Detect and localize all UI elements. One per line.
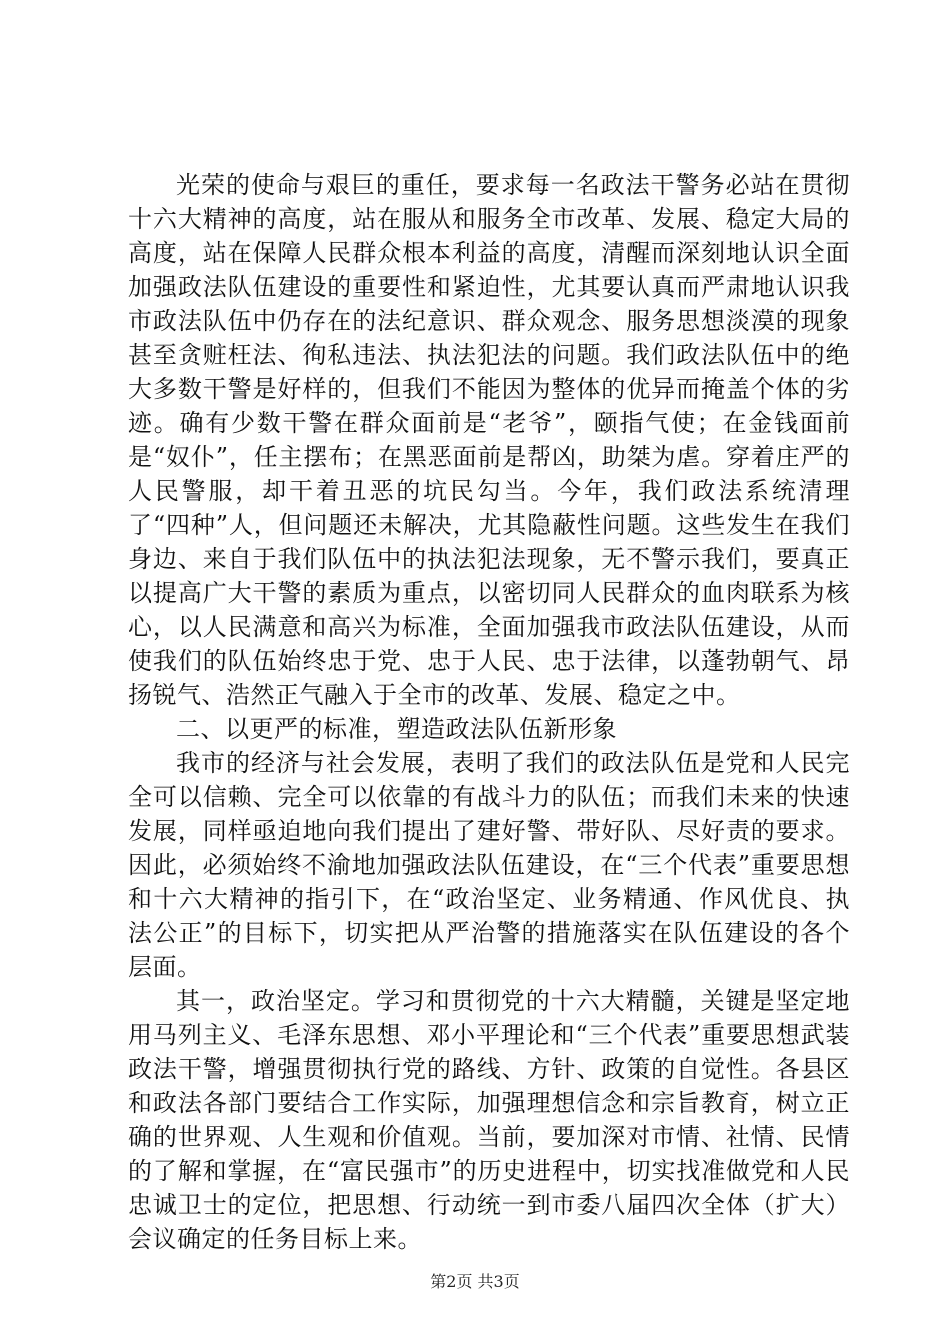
paragraph-political: 其一，政治坚定。学习和贯彻党的十六大精髓，关键是坚定地用马列主义、毛泽东思想、邓小平理论和“三个代表”重要思想武装政法干警，增强贯彻执行党的路线、方针、政策的自觉性。各县区和政法各部门要结合工作实际，加强理想信念和宗旨教育，树立正确的世界观、人生观和价值观。当前，要加深对市情、社情、民情的了解和掌握，在“富民强市”的历史进程中，切实找准做党和人民忠诚卫士的定位，把思想、行动统一到市委八届四次全体（扩大）会议确定的任务目标上来。 [128,987,850,1253]
page-number-footer: 第2页 共3页 [430,1272,520,1291]
paragraph-intro: 光荣的使命与艰巨的重任，要求每一名政法干警务必站在贯彻十六大精神的高度，站在服从和服务全市改革、发展、稳定大局的高度，站在保障人民群众根本利益的高度，清醒而深刻地认识全面加强政法队伍建设的重要性和紧迫性，尤其要认真而严肃地认识我市政法队伍中仍存在的法纪意识、群众观念、服务思想淡漠的现象甚至贪赃枉法、徇私违法、执法犯法的问题。我们政法队伍中的绝大多数干警是好样的，但我们不能因为整体的优异而掩盖个体的劣迹。确有少数干警在群众面前是“老爷”，颐指气使；在金钱面前是“奴仆”，任主摆布；在黑恶面前是帮凶，助桀为虐。穿着庄严的人民警服，却干着丑恶的坑民勾当。今年，我们政法系统清理了“四种”人，但问题还未解决，尤其隐蔽性问题。这些发生在我们身边、来自于我们队伍中的执法犯法现象，无不警示我们，要真正以提高广大干警的素质为重点，以密切同人民群众的血肉联系为核心，以人民满意和高兴为标准，全面加强我市政法队伍建设，从而使我们的队伍始终忠于党、忠于人民、忠于法律，以蓬勃朝气、昂扬锐气、浩然正气融入于全市的改革、发展、稳定之中。 [128,171,850,709]
document-body [128,168,850,1256]
section-heading: 二、以更严的标准，塑造政法队伍新形象 [176,715,617,743]
paragraph-development: 我市的经济与社会发展，表明了我们的政法队伍是党和人民完全可以信赖、完全可以依靠的有战斗力的队伍；而我们未来的快速发展，同样亟迫地向我们提出了建好警、带好队、尽好责的要求。因此，必须始终不渝地加强政法队伍建设，在“三个代表”重要思想和十六大精神的指引下，在“政治坚定、业务精通、作风优良、执法公正”的目标下，切实把从严治警的措施落实在队伍建设的各个层面。 [128,749,850,981]
